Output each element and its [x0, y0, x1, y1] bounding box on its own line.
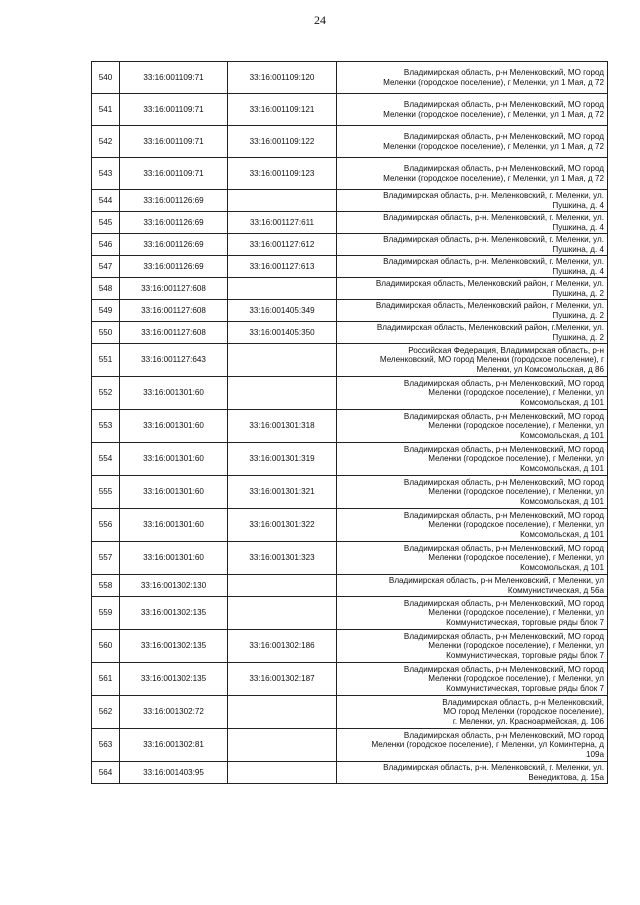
row-number-cell: 556: [92, 509, 120, 542]
address-cell: [337, 476, 608, 509]
table-row: [92, 542, 608, 575]
object-cadastral-cell: 33:16:001127:613: [228, 256, 337, 278]
parent-cadastral-cell: 33:16:001109:71: [120, 126, 228, 158]
address-line: Российская Федерация, Владимирская область, р-н: [408, 345, 604, 355]
address-line: Меленки (городское поселение), г Меленки, ул: [428, 421, 604, 431]
parent-cadastral-cell: 33:16:001127:643: [120, 344, 228, 377]
row-number-cell: 553: [92, 410, 120, 443]
address-cell: [337, 62, 608, 94]
parent-cadastral-cell: 33:16:001403:95: [120, 762, 228, 784]
address-line: 109а: [585, 749, 604, 759]
address-line: Владимирская область, р-н. Меленковский, г. Меленки, ул.: [383, 256, 604, 266]
address-line: Владимирская область, р-н Меленковский, МО город: [403, 444, 604, 454]
address-cell: [337, 344, 608, 377]
parent-cadastral-cell: 33:16:001301:60: [120, 542, 228, 575]
parent-cadastral-cell: 33:16:001126:69: [120, 212, 228, 234]
parent-cadastral-cell: 33:16:001126:69: [120, 190, 228, 212]
parent-cadastral-cell: 33:16:001109:71: [120, 94, 228, 126]
table-row: [92, 190, 608, 212]
row-number-cell: 545: [92, 212, 120, 234]
parent-cadastral-cell: 33:16:001109:71: [120, 62, 228, 94]
address-line: Меленки (городское поселение), г Меленки, ул: [428, 553, 604, 563]
table-row: [92, 476, 608, 509]
address-line: Владимирская область, р-н Меленковский, МО город: [403, 131, 604, 141]
address-line: Меленки (городское поселение), г Меленки, ул 1 Мая, д 72: [383, 109, 604, 119]
address-line: Коммунистическая, торговые ряды блок 7: [446, 683, 604, 693]
object-cadastral-cell: 33:16:001109:123: [228, 158, 337, 190]
address-line: Коммунистическая, торговые ряды блок 7: [446, 650, 604, 660]
object-cadastral-cell: [228, 696, 337, 729]
parent-cadastral-cell: 33:16:001302:72: [120, 696, 228, 729]
object-cadastral-cell: [228, 190, 337, 212]
table-row: [92, 443, 608, 476]
parent-cadastral-cell: 33:16:001302:81: [120, 729, 228, 762]
row-number-cell: 562: [92, 696, 120, 729]
address-line: Комсомольская, д 101: [520, 529, 604, 539]
object-cadastral-cell: 33:16:001301:318: [228, 410, 337, 443]
page-number: 24: [314, 13, 326, 27]
address-line: Меленки (городское поселение), г Меленки, ул 1 Мая, д 72: [383, 141, 604, 151]
row-number-cell: 542: [92, 126, 120, 158]
address-line: Владимирская область, Меленковский район, г Меленки, ул.: [375, 300, 604, 310]
address-cell: [337, 322, 608, 344]
address-cell: [337, 597, 608, 630]
object-cadastral-cell: 33:16:001405:350: [228, 322, 337, 344]
address-cell: [337, 190, 608, 212]
address-line: Комсомольская, д 101: [520, 463, 604, 473]
address-line: Меленки (городское поселение), г Меленки, ул: [428, 388, 604, 398]
parent-cadastral-cell: 33:16:001127:608: [120, 300, 228, 322]
row-number-cell: 541: [92, 94, 120, 126]
address-line: Меленки (городское поселение), г Меленки, ул: [428, 674, 604, 684]
address-line: Владимирская область, р-н Меленковский, МО город: [403, 99, 604, 109]
row-number-cell: 555: [92, 476, 120, 509]
object-cadastral-cell: 33:16:001109:121: [228, 94, 337, 126]
address-line: Владимирская область, р-н Меленковский, МО город: [403, 730, 604, 740]
cadastral-table: [91, 61, 608, 784]
row-number-cell: 551: [92, 344, 120, 377]
object-cadastral-cell: 33:16:001405:349: [228, 300, 337, 322]
row-number-cell: 560: [92, 630, 120, 663]
parent-cadastral-cell: 33:16:001301:60: [120, 377, 228, 410]
address-cell: [337, 729, 608, 762]
object-cadastral-cell: 33:16:001302:187: [228, 663, 337, 696]
address-cell: [337, 663, 608, 696]
table-row: [92, 62, 608, 94]
table-row: [92, 575, 608, 597]
address-line: Пушкина, д. 4: [552, 200, 604, 210]
row-number-cell: 544: [92, 190, 120, 212]
object-cadastral-cell: 33:16:001302:186: [228, 630, 337, 663]
object-cadastral-cell: [228, 762, 337, 784]
table-row: [92, 300, 608, 322]
row-number-cell: 557: [92, 542, 120, 575]
table-row: [92, 256, 608, 278]
parent-cadastral-cell: 33:16:001127:608: [120, 322, 228, 344]
table-row: [92, 729, 608, 762]
object-cadastral-cell: [228, 575, 337, 597]
parent-cadastral-cell: 33:16:001302:135: [120, 663, 228, 696]
address-line: Владимирская область, р-н. Меленковский, г. Меленки, ул.: [383, 762, 604, 772]
table-row: [92, 126, 608, 158]
table-row: [92, 344, 608, 377]
address-line: Пушкина, д. 4: [552, 222, 604, 232]
parent-cadastral-cell: 33:16:001126:69: [120, 234, 228, 256]
object-cadastral-cell: [228, 597, 337, 630]
address-cell: [337, 542, 608, 575]
object-cadastral-cell: 33:16:001301:319: [228, 443, 337, 476]
row-number-cell: 549: [92, 300, 120, 322]
row-number-cell: 540: [92, 62, 120, 94]
address-line: Владимирская область, р-н Меленковский,: [442, 697, 604, 707]
address-cell: [337, 158, 608, 190]
address-cell: [337, 575, 608, 597]
row-number-cell: 547: [92, 256, 120, 278]
table-row: [92, 630, 608, 663]
address-line: Меленки, ул Комсомольская, д 86: [476, 364, 604, 374]
object-cadastral-cell: 33:16:001127:611: [228, 212, 337, 234]
address-line: Владимирская область, р-н Меленковский, МО город: [403, 67, 604, 77]
object-cadastral-cell: 33:16:001301:321: [228, 476, 337, 509]
address-line: Владимирская область, р-н. Меленковский, г. Меленки, ул.: [383, 190, 604, 200]
address-cell: [337, 212, 608, 234]
address-line: Меленки (городское поселение), г Меленки, ул 1 Мая, д 72: [383, 173, 604, 183]
address-cell: [337, 762, 608, 784]
table-row: [92, 410, 608, 443]
table-row: [92, 597, 608, 630]
address-line: Меленки (городское поселение), г Меленки, ул: [428, 520, 604, 530]
parent-cadastral-cell: 33:16:001301:60: [120, 410, 228, 443]
address-line: Пушкина, д. 2: [552, 332, 604, 342]
row-number-cell: 564: [92, 762, 120, 784]
row-number-cell: 550: [92, 322, 120, 344]
parent-cadastral-cell: 33:16:001109:71: [120, 158, 228, 190]
address-line: Коммунистическая, торговые ряды блок 7: [446, 617, 604, 627]
address-line: Пушкина, д. 2: [552, 288, 604, 298]
row-number-cell: 546: [92, 234, 120, 256]
row-number-cell: 548: [92, 278, 120, 300]
parent-cadastral-cell: 33:16:001302:135: [120, 630, 228, 663]
object-cadastral-cell: [228, 344, 337, 377]
parent-cadastral-cell: 33:16:001301:60: [120, 443, 228, 476]
address-line: Меленковский, МО город Меленки (городское поселение), г: [379, 355, 604, 365]
parent-cadastral-cell: 33:16:001301:60: [120, 509, 228, 542]
address-line: Владимирская область, р-н. Меленковский, г. Меленки, ул.: [383, 234, 604, 244]
address-cell: [337, 377, 608, 410]
table-row: [92, 158, 608, 190]
address-cell: [337, 94, 608, 126]
row-number-cell: 561: [92, 663, 120, 696]
address-line: Пушкина, д. 2: [552, 310, 604, 320]
address-line: Меленки (городское поселение), г Меленки, ул: [428, 641, 604, 651]
address-line: Владимирская область, р-н Меленковский, МО город: [403, 543, 604, 553]
parent-cadastral-cell: 33:16:001126:69: [120, 256, 228, 278]
object-cadastral-cell: 33:16:001109:120: [228, 62, 337, 94]
object-cadastral-cell: 33:16:001301:323: [228, 542, 337, 575]
address-line: Владимирская область, Меленковский район, г.Меленки, ул.: [376, 322, 604, 332]
address-line: МО город Меленки (городское поселение),: [443, 707, 604, 717]
table-row: [92, 762, 608, 784]
address-line: Комсомольская, д 101: [520, 562, 604, 572]
table-row: [92, 696, 608, 729]
address-line: Владимирская область, р-н. Меленковский, г. Меленки, ул.: [383, 212, 604, 222]
row-number-cell: 558: [92, 575, 120, 597]
row-number-cell: 563: [92, 729, 120, 762]
address-cell: [337, 278, 608, 300]
row-number-cell: 552: [92, 377, 120, 410]
address-line: Пушкина, д. 4: [552, 244, 604, 254]
address-line: Меленки (городское поселение), г Меленки, ул: [428, 487, 604, 497]
parent-cadastral-cell: 33:16:001302:135: [120, 597, 228, 630]
address-line: Владимирская область, р-н Меленковский, МО город: [403, 378, 604, 388]
address-line: Венедиктова, д. 15а: [528, 772, 604, 782]
object-cadastral-cell: 33:16:001127:612: [228, 234, 337, 256]
table-row: [92, 278, 608, 300]
address-line: Меленки (городское поселение), г Меленки, ул: [428, 454, 604, 464]
address-line: Комсомольская, д 101: [520, 496, 604, 506]
table-row: [92, 322, 608, 344]
parent-cadastral-cell: 33:16:001127:608: [120, 278, 228, 300]
address-cell: [337, 509, 608, 542]
address-line: г. Меленки, ул. Красноармейская, д. 106: [452, 716, 604, 726]
address-line: Владимирская область, р-н Меленковский, МО город: [403, 598, 604, 608]
object-cadastral-cell: [228, 278, 337, 300]
address-line: Коммунистическая, д 56а: [507, 585, 604, 595]
object-cadastral-cell: 33:16:001109:122: [228, 126, 337, 158]
address-cell: [337, 630, 608, 663]
address-cell: [337, 443, 608, 476]
address-cell: [337, 300, 608, 322]
row-number-cell: 543: [92, 158, 120, 190]
object-cadastral-cell: 33:16:001301:322: [228, 509, 337, 542]
address-line: Комсомольская, д 101: [520, 397, 604, 407]
address-line: Владимирская область, р-н Меленковский, МО город: [403, 510, 604, 520]
address-cell: [337, 234, 608, 256]
table-row: [92, 234, 608, 256]
address-line: Владимирская область, Меленковский район, г Меленки, ул.: [375, 278, 604, 288]
address-line: Владимирская область, р-н Меленковский, г Меленки, ул: [388, 575, 604, 585]
address-line: Меленки (городское поселение), г Меленки, ул Коминтерна, д: [371, 740, 604, 750]
address-line: Владимирская область, р-н Меленковский, МО город: [403, 411, 604, 421]
address-line: Владимирская область, р-н Меленковский, МО город: [403, 631, 604, 641]
address-line: Пушкина, д. 4: [552, 266, 604, 276]
parent-cadastral-cell: 33:16:001302:130: [120, 575, 228, 597]
address-cell: [337, 126, 608, 158]
address-line: Владимирская область, р-н Меленковский, МО город: [403, 664, 604, 674]
object-cadastral-cell: [228, 729, 337, 762]
address-line: Владимирская область, р-н Меленковский, МО город: [403, 477, 604, 487]
address-line: Меленки (городское поселение), г Меленки, ул 1 Мая, д 72: [383, 77, 604, 87]
table-row: [92, 663, 608, 696]
table-row: [92, 377, 608, 410]
table-row: [92, 212, 608, 234]
address-cell: [337, 256, 608, 278]
address-cell: [337, 410, 608, 443]
address-line: Владимирская область, р-н Меленковский, МО город: [403, 163, 604, 173]
address-line: Комсомольская, д 101: [520, 430, 604, 440]
parent-cadastral-cell: 33:16:001301:60: [120, 476, 228, 509]
address-cell: [337, 696, 608, 729]
row-number-cell: 554: [92, 443, 120, 476]
table-row: [92, 509, 608, 542]
row-number-cell: 559: [92, 597, 120, 630]
table-row: [92, 94, 608, 126]
object-cadastral-cell: [228, 377, 337, 410]
address-line: Меленки (городское поселение), г Меленки, ул: [428, 608, 604, 618]
